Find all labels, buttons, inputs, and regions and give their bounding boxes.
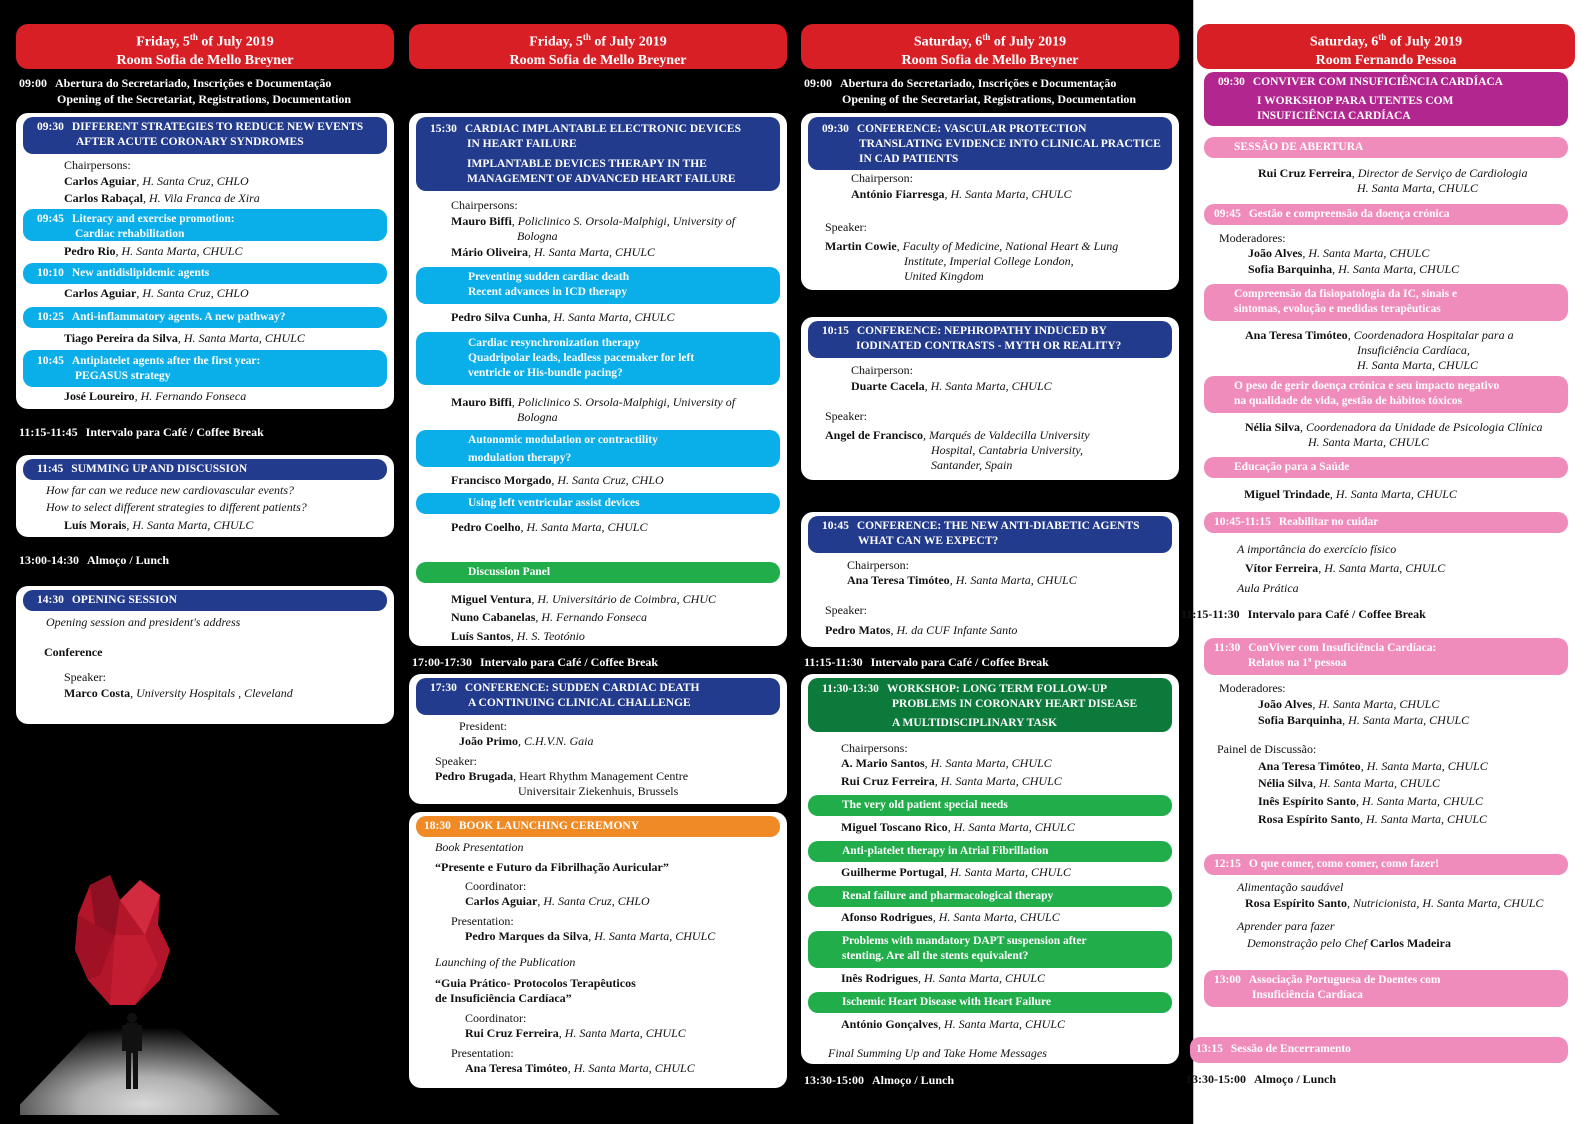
coordinator-label: Coordinator: — [465, 879, 527, 893]
book-title: “Presente e Futuro da Fibrilhação Auricular” — [435, 860, 669, 874]
conference-label: Conference — [44, 645, 103, 659]
moderator: João Alves, H. Santa Marta, CHULC — [1248, 246, 1430, 260]
book-presentation-label: Book Presentation — [435, 840, 524, 854]
moderator: Sofia Barquinha, H. Santa Marta, CHULC — [1248, 262, 1460, 276]
affiliation-cont: Universitair Ziekenhuis, Brussels — [518, 784, 679, 798]
talk-title: Cardiac resynchronization therapy Quadripolar leads, leadless pacemaker for left ventricle or His-bundle pacing? — [416, 332, 780, 385]
subtitle: Aula Prática — [1237, 581, 1299, 595]
talk-title: 10:45 Antiplatelet agents after the first year: PEGASUS strategy — [23, 350, 387, 387]
panelist: Inês Espírito Santo, H. Santa Marta, CHULC — [1258, 794, 1484, 808]
opening-line-2: Opening of the Secretariat, Registrations, Documentation — [57, 92, 352, 106]
chairperson-label: Chairperson: — [847, 558, 909, 572]
moderator: Sofia Barquinha, H. Santa Marta, CHULC — [1258, 713, 1470, 727]
chairperson-label: Chairperson: — [851, 171, 913, 185]
session-title: 13:15 Sessão de Encerramento — [1190, 1037, 1568, 1063]
speaker-label: Speaker: — [825, 603, 867, 617]
chairpersons-label: Chairpersons: — [841, 741, 908, 755]
column-saturday-room-1 — [801, 0, 1179, 1124]
demonstration: Demonstração pelo Chef Carlos Madeira — [1247, 936, 1451, 950]
subtitle: Alimentação saudável — [1237, 880, 1344, 894]
speaker: Angel de Francisco, Marqués de Valdecilla University — [825, 428, 1090, 442]
question: How far can we reduce new cardiovascular events? — [46, 483, 295, 497]
speaker: Mauro Biffi, Policlinico S. Orsola-Malphigi, University of — [451, 395, 736, 409]
session-title: 15:30 CARDIAC IMPLANTABLE ELECTRONIC DEVICES IN HEART FAILURE IMPLANTABLE DEVICES THERAPY IN THE MANAGEMENT OF ADVANCED HEART FAILURE — [416, 117, 780, 191]
speaker: Carlos Aguiar, H. Santa Cruz, CHLO — [64, 174, 249, 188]
subtitle: Opening session and president's address — [46, 615, 241, 629]
session-title: 09:45 Gestão e compreensão da doença crónica — [1204, 204, 1568, 225]
speaker: Tiago Pereira da Silva, H. Santa Marta, CHULC — [64, 331, 305, 345]
coffee-break: 11:15-11:30 Intervalo para Café / Coffee Break — [804, 655, 1049, 669]
session-title: 13:00 Associação Portuguesa de Doentes com Insuficiência Cardíaca — [1204, 970, 1568, 1007]
presentation-label: Presentation: — [451, 1046, 514, 1060]
speaker: Pedro Brugada, Heart Rhythm Management Centre — [435, 769, 689, 783]
speaker: Vítor Ferreira, H. Santa Marta, CHULC — [1245, 561, 1446, 575]
speaker: Carlos Rabaçal, H. Vila Franca de Xira — [64, 191, 260, 205]
workshop-title: 09:30 CONVIVER COM INSUFICIÊNCIA CARDÍACA I WORKSHOP PARA UTENTES COM INSUFICIÊNCIA CARDÍACA — [1204, 72, 1568, 126]
session-title: 10:45-11:15 Reabilitar no cuidar — [1204, 512, 1568, 533]
book-title: “Guia Prático- Protocolos Terapêuticos — [435, 976, 636, 990]
talk-title: Educação para a Saúde — [1204, 457, 1568, 478]
lunch: 13:30-15:00 Almoço / Lunch — [1186, 1072, 1337, 1086]
speaker: Guilherme Portugal, H. Santa Marta, CHULC — [841, 865, 1071, 879]
coordinator-label: Coordinator: — [465, 1011, 527, 1025]
speaker: José Loureiro, H. Fernando Fonseca — [64, 389, 247, 403]
presentation-label: Presentation: — [451, 914, 514, 928]
talk-title: Anti-platelet therapy in Atrial Fibrillation — [808, 841, 1172, 862]
session-box — [801, 317, 1179, 480]
affiliation-cont: United Kingdom — [904, 269, 984, 283]
day-header: Saturday, 6th of July 2019 Room Fernando Pessoa — [1197, 24, 1575, 69]
session-box — [801, 512, 1179, 647]
chairperson-label: Chairperson: — [851, 363, 913, 377]
panelist: Miguel Ventura, H. Universitário de Coimbra, CHUC — [451, 592, 717, 606]
opening-line-2: Opening of the Secretariat, Registrations, Documentation — [842, 92, 1137, 106]
speaker: Pedro Matos, H. da CUF Infante Santo — [825, 623, 1018, 637]
speaker-label: Speaker: — [64, 670, 106, 684]
talk-title: Ischemic Heart Disease with Heart Failure — [808, 992, 1172, 1013]
chairperson: Rui Cruz Ferreira, H. Santa Marta, CHULC — [841, 774, 1062, 788]
session-title: 17:30 CONFERENCE: SUDDEN CARDIAC DEATH A CONTINUING CLINICAL CHALLENGE — [416, 678, 780, 715]
affiliation-cont: Institute, Imperial College London, — [904, 254, 1074, 268]
affiliation-cont: Hospital, Cantabria University, — [931, 443, 1084, 457]
affiliation-cont: H. Santa Marta, CHULC — [1308, 435, 1430, 449]
talk-title: The very old patient special needs — [808, 795, 1172, 816]
panelist: Rosa Espírito Santo, H. Santa Marta, CHULC — [1258, 812, 1488, 826]
session-title: 09:30 CONFERENCE: VASCULAR PROTECTION TRANSLATING EVIDENCE INTO CLINICAL PRACTICE IN CAD PATIENTS — [808, 117, 1172, 170]
panelist: Luís Santos, H. S. Teotónio — [451, 629, 585, 643]
panelist: Ana Teresa Timóteo, H. Santa Marta, CHULC — [1258, 759, 1488, 773]
session-title: 18:30 BOOK LAUNCHING CEREMONY — [416, 816, 780, 837]
talk-title: 10:10 New antidislipidemic agents — [23, 263, 387, 284]
column-friday-morning — [16, 0, 394, 1124]
speaker: Miguel Trindade, H. Santa Marta, CHULC — [1244, 487, 1457, 501]
session-title: 10:45 CONFERENCE: THE NEW ANTI-DIABETIC AGENTS WHAT CAN WE EXPECT? — [808, 516, 1172, 553]
final-summary: Final Summing Up and Take Home Messages — [828, 1046, 1047, 1060]
speaker: Marco Costa, University Hospitals , Cleveland — [64, 686, 293, 700]
discussion-panel-title: Discussion Panel — [416, 562, 780, 583]
president-label: President: — [459, 719, 507, 733]
speaker: Pedro Silva Cunha, H. Santa Marta, CHULC — [451, 310, 675, 324]
affiliation-cont: H. Santa Marta, CHULC — [1357, 181, 1479, 195]
talk-title: 10:25 Anti-inflammatory agents. A new pathway? — [23, 307, 387, 328]
speaker: Ana Teresa Timóteo, Coordenadora Hospitalar para a — [1245, 328, 1514, 342]
talk-title: Using left ventricular assist devices — [416, 493, 780, 514]
coordinator: Carlos Aguiar, H. Santa Cruz, CHLO — [465, 894, 650, 908]
presenter: Pedro Marques da Silva, H. Santa Marta, CHULC — [465, 929, 716, 943]
session-title: 11:30 ConViver com Insuficiência Cardíaca: Relatos na 1ª pessoa — [1204, 638, 1568, 675]
session-box — [801, 113, 1179, 290]
chairperson: António Fiarresga, H. Santa Marta, CHULC — [851, 187, 1072, 201]
talk-title: O peso de gerir doença crónica e seu impacto negativo na qualidade de vida, gestão de hábitos tóxicos — [1204, 376, 1568, 413]
launching-label: Launching of the Publication — [435, 955, 576, 969]
session-box — [409, 674, 787, 804]
affiliation-cont: Bologna — [517, 410, 558, 424]
affiliation-cont: Santander, Spain — [931, 458, 1013, 472]
lunch: 13:00-14:30 Almoço / Lunch — [19, 553, 170, 567]
speaker: Rosa Espírito Santo, Nutricionista, H. Santa Marta, CHULC — [1245, 896, 1544, 910]
session-title: 11:45 SUMMING UP AND DISCUSSION — [23, 459, 387, 480]
coffee-break: 17:00-17:30 Intervalo para Café / Coffee Break — [412, 655, 659, 669]
speaker: Inês Rodrigues, H. Santa Marta, CHULC — [841, 971, 1046, 985]
moderator: João Alves, H. Santa Marta, CHULC — [1258, 697, 1440, 711]
affiliation-cont: Insuficiência Cardíaca, — [1357, 343, 1470, 357]
speaker: Mauro Biffi, Policlinico S. Orsola-Malphigi, University of — [451, 214, 736, 228]
coffee-break: 11:15-11:30 Intervalo para Café / Coffee Break — [1181, 607, 1426, 621]
subtitle: A importância do exercício físico — [1237, 542, 1397, 556]
speaker: António Gonçalves, H. Santa Marta, CHULC — [841, 1017, 1066, 1031]
session-title: 09:30 DIFFERENT STRATEGIES TO REDUCE NEW EVENTS AFTER ACUTE CORONARY SYNDROMES — [23, 117, 387, 154]
speaker: Mário Oliveira, H. Santa Marta, CHULC — [451, 245, 655, 259]
column-friday-afternoon — [409, 0, 787, 1124]
talk-title: Preventing sudden cardiac death Recent advances in ICD therapy — [416, 267, 780, 304]
coordinator: Rui Cruz Ferreira, H. Santa Marta, CHULC — [465, 1026, 686, 1040]
session-box — [409, 113, 787, 646]
speaker: Nélia Silva, Coordenadora da Unidade de Psicologia Clínica — [1245, 420, 1543, 434]
talk-title: Compreensão da fisiopatologia da IC, sinais e sintomas, evolução e medidas terapêuticas — [1204, 284, 1568, 321]
speaker-label: Speaker: — [435, 754, 477, 768]
subtitle: Aprender para fazer — [1237, 919, 1335, 933]
speaker: Francisco Morgado, H. Santa Cruz, CHLO — [451, 473, 664, 487]
affiliation-cont: Bologna — [517, 229, 558, 243]
speaker: Pedro Rio, H. Santa Marta, CHULC — [64, 244, 243, 258]
speaker: Carlos Aguiar, H. Santa Cruz, CHLO — [64, 286, 249, 300]
chairperson: Ana Teresa Timóteo, H. Santa Marta, CHULC — [847, 573, 1077, 587]
moderators-label: Moderadores: — [1219, 231, 1286, 245]
opening-line-1: 09:00 Abertura do Secretariado, Inscrições e Documentação — [19, 76, 332, 90]
session-box — [801, 674, 1179, 1064]
day-header: Friday, 5th of July 2019 Room Sofia de Mello Breyner — [16, 24, 394, 69]
session-box — [16, 586, 394, 724]
session-box — [16, 455, 394, 537]
speaker: Afonso Rodrigues, H. Santa Marta, CHULC — [841, 910, 1060, 924]
panel-label: Painel de Discussão: — [1217, 742, 1317, 756]
book-title: de Insuficiência Cardíaca” — [435, 991, 572, 1005]
coffee-break: 11:15-11:45 Intervalo para Café / Coffee Break — [19, 425, 264, 439]
session-box — [409, 812, 787, 1088]
speaker: Pedro Coelho, H. Santa Marta, CHULC — [451, 520, 648, 534]
session-title: SESSÃO DE ABERTURA — [1204, 137, 1568, 158]
session-title: 11:30-13:30 WORKSHOP: LONG TERM FOLLOW-UP PROBLEMS IN CORONARY HEART DISEASE A MULTIDISCIPLINARY TASK — [808, 678, 1172, 732]
talk-title: Renal failure and pharmacological therapy — [808, 886, 1172, 907]
talk-title: 09:45 Literacy and exercise promotion: Cardiac rehabilitation — [23, 209, 387, 241]
speaker: Martin Cowie, Faculty of Medicine, National Heart & Lung — [825, 239, 1119, 253]
session-title: 12:15 O que comer, como comer, como fazer! — [1204, 854, 1568, 875]
chairpersons-label: Chairpersons: — [64, 158, 131, 172]
session-box — [16, 113, 394, 409]
moderators-label: Moderadores: — [1219, 681, 1286, 695]
day-header: Saturday, 6th of July 2019 Room Sofia de Mello Breyner — [801, 24, 1179, 69]
day-header: Friday, 5th of July 2019 Room Sofia de Mello Breyner — [409, 24, 787, 69]
presenter: Ana Teresa Timóteo, H. Santa Marta, CHULC — [465, 1061, 695, 1075]
chairperson: A. Mario Santos, H. Santa Marta, CHULC — [841, 756, 1052, 770]
chairpersons-label: Chairpersons: — [451, 198, 518, 212]
talk-title: Problems with mandatory DAPT suspension after stenting. Are all the stents equivalent? — [808, 931, 1172, 968]
affiliation-cont: H. Santa Marta, CHULC — [1357, 358, 1479, 372]
speaker: Rui Cruz Ferreira, Director de Serviço de Cardiologia — [1258, 166, 1528, 180]
speaker: Miguel Toscano Rico, H. Santa Marta, CHULC — [841, 820, 1075, 834]
panelist: Nélia Silva, H. Santa Marta, CHULC — [1258, 776, 1441, 790]
column-saturday-room-2 — [1181, 0, 1575, 1124]
panelist: Nuno Cabanelas, H. Fernando Fonseca — [451, 610, 648, 624]
question: How to select different strategies to different patients? — [46, 500, 307, 514]
speaker-label: Speaker: — [825, 220, 867, 234]
chairperson: Duarte Cacela, H. Santa Marta, CHULC — [851, 379, 1052, 393]
opening-line-1: 09:00 Abertura do Secretariado, Inscrições e Documentação — [804, 76, 1117, 90]
president: João Primo, C.H.V.N. Gaia — [459, 734, 594, 748]
talk-title: Autonomic modulation or contractility modulation therapy? — [416, 430, 780, 467]
speaker: Luís Morais, H. Santa Marta, CHULC — [64, 518, 254, 532]
session-title: 14:30 OPENING SESSION — [23, 590, 387, 611]
session-title: 10:15 CONFERENCE: NEPHROPATHY INDUCED BY IODINATED CONTRASTS - MYTH OR REALITY? — [808, 321, 1172, 358]
lunch: 13:30-15:00 Almoço / Lunch — [804, 1073, 955, 1087]
speaker-label: Speaker: — [825, 409, 867, 423]
